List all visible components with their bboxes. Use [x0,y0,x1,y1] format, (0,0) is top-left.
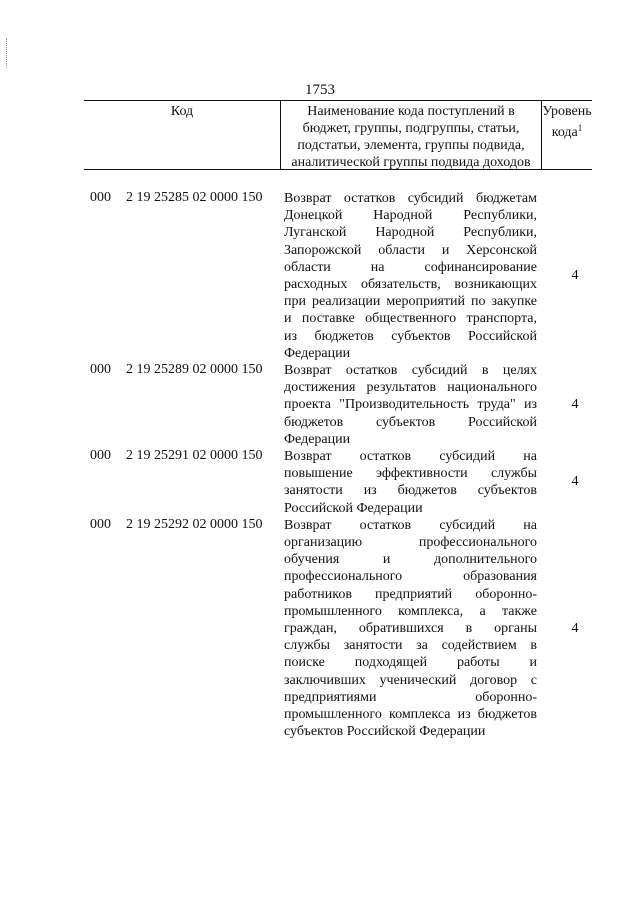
header-name-line: подстатьи, элемента, группы подвида, [297,138,525,153]
description-line: Федерации [284,345,351,361]
header-level [542,101,592,169]
table-row [0,190,640,362]
header-level-line2 [542,120,592,141]
header-name-line: бюджет, группы, подгруппы, статьи, [302,121,520,136]
description-line: Федерации [284,431,351,447]
description-line: граждан, обратившихся в органы [284,621,537,637]
header-level-word: кода [551,125,578,140]
description-line: Возврат остатков субсидий бюджетам [284,191,537,206]
table-row [0,362,640,448]
admin-code: 000 [90,362,111,378]
description-line: Донецкой Народной Республики, [284,208,537,224]
page-number: 1753 [305,82,335,98]
admin-code: 000 [90,516,111,532]
description-line: из бюджетов субъектов Российской [284,328,537,344]
income-code: 2 19 25292 02 0000 150 [126,516,263,532]
income-description [284,362,537,448]
description-line: субъектов Российской Федерации [284,724,486,740]
description-line: заключивших ученический договор с [284,672,537,688]
income-description [284,517,537,741]
admin-code: 000 [90,448,111,464]
description-line: проекта "Производительность труда" из [284,397,537,413]
description-line: промышленного комплекса, а также [284,603,537,619]
code-level: 4 [571,474,579,490]
description-line: работников предприятий оборонно- [284,586,537,602]
table-row [0,448,640,517]
table-header [84,100,592,170]
description-line: службы занятости за содействием в [284,638,537,654]
description-line: расходных обязательств, возникающих [284,277,537,293]
income-code: 2 19 25291 02 0000 150 [126,448,263,464]
header-code: Код [170,104,194,119]
description-line: области на софинансирование [284,259,537,275]
income-description [284,448,537,517]
header-name [280,101,542,169]
description-line: Возврат остатков субсидий в целях [284,363,537,379]
header-name-line: аналитической группы подвида доходов [291,155,531,170]
description-line: повышение эффективности службы [284,466,537,482]
income-code: 2 19 25289 02 0000 150 [126,362,263,378]
code-level: 4 [571,620,579,636]
description-line: профессионального образования [284,569,537,585]
income-code: 2 19 25285 02 0000 150 [126,190,263,205]
description-line: и поставке общественного транспорта, [284,311,537,327]
header-level-line: Уровень [542,104,592,119]
code-level: 4 [571,268,579,284]
description-line: поиске подходящей работы и [284,655,537,671]
description-line: Возврат остатков субсидий на [284,449,537,465]
header-level-footnote: 1 [577,123,583,133]
description-line: занятости из бюджетов субъектов [284,483,537,499]
description-line: бюджетов субъектов Российской [284,414,537,430]
description-line: предприятиями оборонно- [284,689,537,705]
description-line: достижения результатов национального [284,380,537,396]
header-name-line: Наименование кода поступлений в [307,104,515,119]
description-line: Луганской Народной Республики, [284,225,537,241]
description-line: при реализации мероприятий по закупке [284,294,537,310]
description-line: промышленного комплекса из бюджетов [284,707,537,723]
scan-margin-mark [6,38,8,68]
income-description [284,190,537,362]
description-line: Возврат остатков субсидий на [284,517,537,533]
description-line: обучения и дополнительного [284,552,537,568]
description-line: Запорожской области и Херсонской [284,242,537,258]
table-row [0,517,640,741]
code-level: 4 [571,397,579,413]
table-body [0,190,640,741]
description-line: Российской Федерации [284,500,423,516]
description-line: организацию профессионального [284,535,537,551]
admin-code: 000 [90,190,111,205]
